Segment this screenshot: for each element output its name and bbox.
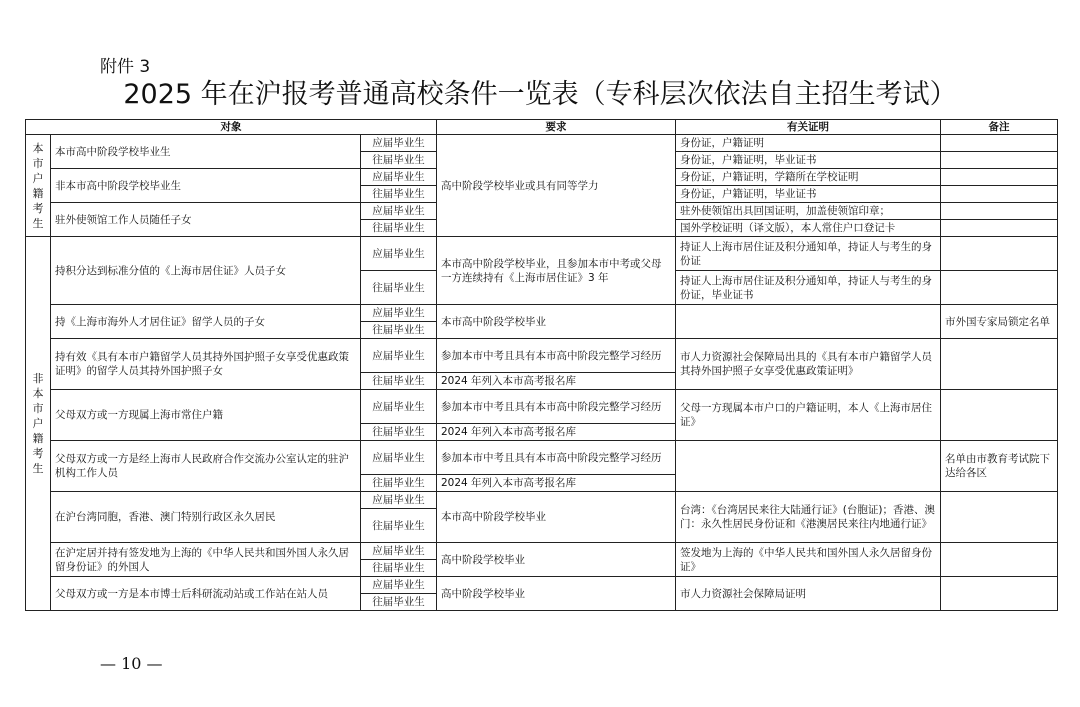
grade-current: 应届毕业生 bbox=[361, 305, 437, 322]
requirement-cell: 高中阶段学校毕业 bbox=[437, 577, 676, 611]
table-row bbox=[26, 441, 1058, 475]
table-row bbox=[26, 305, 1058, 322]
grade-past: 往届毕业生 bbox=[361, 424, 437, 441]
proof-cell bbox=[676, 441, 941, 492]
object-cell: 父母双方或一方是本市博士后科研流动站或工作站在站人员 bbox=[51, 577, 361, 611]
grade-current: 应届毕业生 bbox=[361, 237, 437, 271]
column-header-proof: 有关证明 bbox=[676, 120, 941, 135]
grade-past: 往届毕业生 bbox=[361, 373, 437, 390]
object-cell: 持积分达到标准分值的《上海市居住证》人员子女 bbox=[51, 237, 361, 305]
grade-current: 应届毕业生 bbox=[361, 492, 437, 509]
note-cell bbox=[941, 237, 1058, 271]
table-row bbox=[26, 135, 1058, 152]
note-cell bbox=[941, 186, 1058, 203]
grade-current: 应届毕业生 bbox=[361, 441, 437, 475]
object-cell: 父母双方或一方是经上海市人民政府合作交流办公室认定的驻沪机构工作人员 bbox=[51, 441, 361, 492]
grade-past: 往届毕业生 bbox=[361, 560, 437, 577]
proof-cell: 驻外使领馆出具回国证明，加盖使领馆印章； bbox=[676, 203, 941, 220]
proof-cell: 身份证，户籍证明，毕业证书 bbox=[676, 186, 941, 203]
grade-current: 应届毕业生 bbox=[361, 135, 437, 152]
object-cell: 驻外使领馆工作人员随任子女 bbox=[51, 203, 361, 237]
proof-cell: 持证人上海市居住证及积分通知单，持证人与考生的身份证，毕业证书 bbox=[676, 271, 941, 305]
table-row bbox=[26, 492, 1058, 509]
note-cell bbox=[941, 271, 1058, 305]
requirement-cell: 本市高中阶段学校毕业，且参加本市中考或父母一方连续持有《上海市居住证》3 年 bbox=[437, 237, 676, 305]
grade-past: 往届毕业生 bbox=[361, 594, 437, 611]
proof-cell: 国外学校证明（译文版），本人常住户口登记卡 bbox=[676, 220, 941, 237]
requirement-cell: 本市高中阶段学校毕业 bbox=[437, 492, 676, 543]
page-number: — 10 — bbox=[100, 654, 163, 673]
note-cell: 名单由市教育考试院下达给各区 bbox=[941, 441, 1058, 492]
column-header-requirement: 要求 bbox=[437, 120, 676, 135]
object-cell: 父母双方或一方现属上海市常住户籍 bbox=[51, 390, 361, 441]
proof-cell: 身份证，户籍证明，毕业证书 bbox=[676, 152, 941, 169]
grade-past: 往届毕业生 bbox=[361, 271, 437, 305]
table-row bbox=[26, 339, 1058, 373]
page-title: 2025 年在沪报考普通高校条件一览表（专科层次依法自主招生考试） bbox=[123, 79, 957, 110]
grade-past: 往届毕业生 bbox=[361, 152, 437, 169]
table-row bbox=[26, 237, 1058, 271]
conditions-table bbox=[25, 119, 1058, 611]
column-header-object: 对象 bbox=[26, 120, 437, 135]
object-cell: 非本市高中阶段学校毕业生 bbox=[51, 169, 361, 203]
proof-cell: 身份证，户籍证明 bbox=[676, 135, 941, 152]
object-cell: 持《上海市海外人才居住证》留学人员的子女 bbox=[51, 305, 361, 339]
grade-current: 应届毕业生 bbox=[361, 390, 437, 424]
object-cell: 本市高中阶段学校毕业生 bbox=[51, 135, 361, 169]
note-cell bbox=[941, 169, 1058, 186]
category-nonlocal: 非本市户籍考生 bbox=[26, 237, 51, 611]
note-cell bbox=[941, 390, 1058, 441]
proof-cell: 签发地为上海的《中华人民共和国外国人永久居留身份证》 bbox=[676, 543, 941, 577]
annex-label: 附件 3 bbox=[100, 57, 151, 77]
object-cell: 在沪定居并持有签发地为上海的《中华人民共和国外国人永久居留身份证》的外国人 bbox=[51, 543, 361, 577]
proof-cell: 身份证，户籍证明，学籍所在学校证明 bbox=[676, 169, 941, 186]
object-cell: 持有效《具有本市户籍留学人员其持外国护照子女享受优惠政策证明》的留学人员其持外国护照子女 bbox=[51, 339, 361, 390]
proof-cell: 市人力资源社会保障局证明 bbox=[676, 577, 941, 611]
note-cell: 市外国专家局锁定名单 bbox=[941, 305, 1058, 339]
requirement-cell: 2024 年列入本市高考报名库 bbox=[437, 373, 676, 390]
note-cell bbox=[941, 492, 1058, 543]
proof-cell: 市人力资源社会保障局出具的《具有本市户籍留学人员其持外国护照子女享受优惠政策证明》 bbox=[676, 339, 941, 390]
note-cell bbox=[941, 220, 1058, 237]
requirement-cell: 高中阶段学校毕业或具有同等学力 bbox=[437, 135, 676, 237]
object-cell: 在沪台湾同胞，香港、澳门特别行政区永久居民 bbox=[51, 492, 361, 543]
grade-current: 应届毕业生 bbox=[361, 577, 437, 594]
table-header-row bbox=[26, 120, 1058, 135]
proof-cell: 父母一方现属本市户口的户籍证明，本人《上海市居住证》 bbox=[676, 390, 941, 441]
category-local: 本市户籍考生 bbox=[26, 135, 51, 237]
grade-current: 应届毕业生 bbox=[361, 169, 437, 186]
grade-current: 应届毕业生 bbox=[361, 339, 437, 373]
requirement-cell: 参加本市中考且具有本市高中阶段完整学习经历 bbox=[437, 339, 676, 373]
table-row bbox=[26, 390, 1058, 424]
grade-past: 往届毕业生 bbox=[361, 220, 437, 237]
note-cell bbox=[941, 543, 1058, 577]
column-header-note: 备注 bbox=[941, 120, 1058, 135]
requirement-cell: 高中阶段学校毕业 bbox=[437, 543, 676, 577]
grade-current: 应届毕业生 bbox=[361, 203, 437, 220]
note-cell bbox=[941, 135, 1058, 152]
requirement-cell: 2024 年列入本市高考报名库 bbox=[437, 475, 676, 492]
note-cell bbox=[941, 152, 1058, 169]
requirement-cell: 参加本市中考且具有本市高中阶段完整学习经历 bbox=[437, 390, 676, 424]
requirement-cell: 2024 年列入本市高考报名库 bbox=[437, 424, 676, 441]
table-row bbox=[26, 577, 1058, 594]
requirement-cell: 参加本市中考且具有本市高中阶段完整学习经历 bbox=[437, 441, 676, 475]
requirement-cell: 本市高中阶段学校毕业 bbox=[437, 305, 676, 339]
grade-past: 往届毕业生 bbox=[361, 186, 437, 203]
proof-cell: 台湾：《台湾居民来往大陆通行证》(台胞证)；香港、澳门：永久性居民身份证和《港澳居民来往内地通行证》 bbox=[676, 492, 941, 543]
grade-past: 往届毕业生 bbox=[361, 322, 437, 339]
note-cell bbox=[941, 339, 1058, 390]
note-cell bbox=[941, 577, 1058, 611]
grade-past: 往届毕业生 bbox=[361, 475, 437, 492]
note-cell bbox=[941, 203, 1058, 220]
table-row bbox=[26, 543, 1058, 560]
proof-cell bbox=[676, 305, 941, 339]
grade-current: 应届毕业生 bbox=[361, 543, 437, 560]
proof-cell: 持证人上海市居住证及积分通知单，持证人与考生的身份证 bbox=[676, 237, 941, 271]
grade-past: 往届毕业生 bbox=[361, 509, 437, 543]
